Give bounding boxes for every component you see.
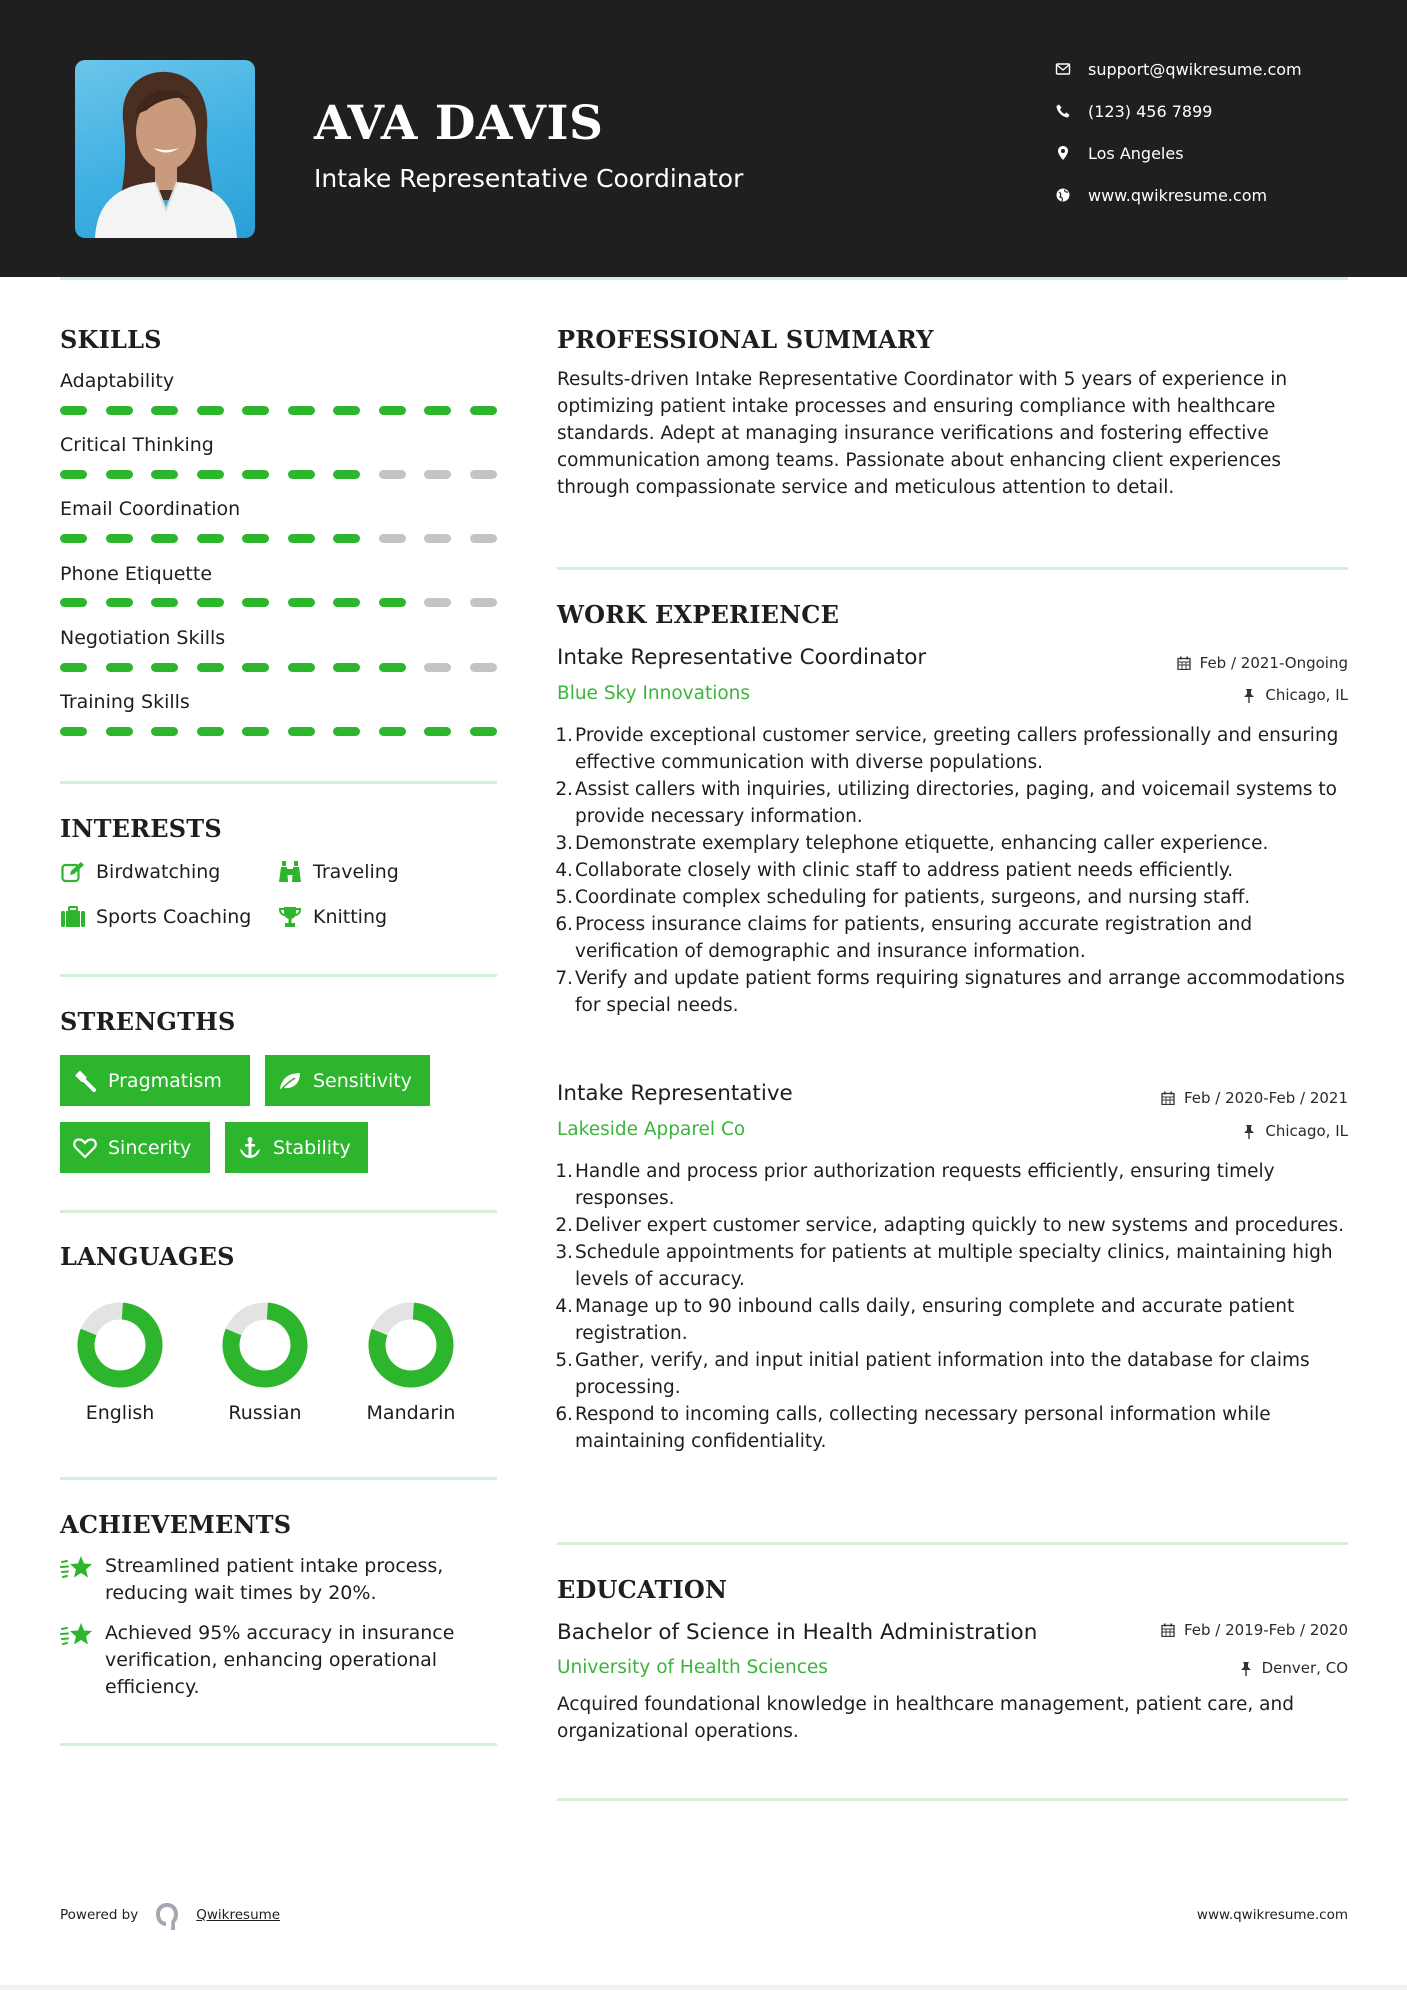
skill-dash-filled	[333, 406, 360, 415]
footer-website[interactable]: www.qwikresume.com	[1196, 1907, 1348, 1923]
skill-dash-filled	[333, 470, 360, 479]
skill-dash-empty	[424, 663, 451, 672]
duty-text: Process insurance claims for patients, ensuring accurate registration and verification of demographic and insurance information.	[575, 914, 1253, 962]
skill-dash-filled	[288, 534, 315, 543]
skill-label: Phone Etiquette	[60, 563, 213, 585]
star-icon	[60, 1553, 94, 1583]
contact-website-text: www.qwikresume.com	[1088, 185, 1268, 205]
summary-text: Results-driven Intake Representative Coordinator with 5 years of experience in optimizing patient intake processes and ensuring compliance with healthcare standards. Adept at managing insurance verifications and fostering effective communication among teams. Passionate about enhancing client experiences through compassionate service and meticulous attention to detail.	[557, 369, 1288, 498]
skill-dash-filled	[242, 406, 269, 415]
duty-number: 6.	[555, 1404, 573, 1425]
duty-item	[557, 1401, 1352, 1455]
strength-label: Sensitivity	[313, 1069, 412, 1092]
duty-text: Collaborate closely with clinic staff to address patient needs efficiently.	[575, 860, 1234, 881]
company-name: Lakeside Apparel Co	[557, 1119, 746, 1140]
pushpin-icon	[1238, 1660, 1254, 1676]
education-location	[1238, 1660, 1348, 1676]
phone-icon	[1052, 100, 1074, 122]
language-label: Russian	[228, 1402, 302, 1424]
skill-rating-bar	[60, 534, 497, 544]
pushpin-icon	[1241, 1123, 1257, 1139]
section-divider	[557, 1542, 1348, 1545]
language-proficiency-chart	[77, 1302, 163, 1388]
skill-label: Training Skills	[60, 691, 190, 713]
skill-dash-empty	[379, 534, 406, 543]
skill-dash-empty	[424, 470, 451, 479]
strength-badge	[265, 1055, 430, 1106]
interest-item	[277, 860, 399, 884]
strength-badge	[225, 1122, 368, 1173]
skill-dash-filled	[60, 470, 87, 479]
summary-heading: PROFESSIONAL SUMMARY	[557, 325, 934, 354]
skill-dash-filled	[106, 406, 133, 415]
header-divider	[60, 277, 1348, 280]
skill-dash-filled	[151, 534, 178, 543]
duty-item	[557, 1347, 1352, 1401]
skill-dash-filled	[106, 534, 133, 543]
skill-dash-filled	[242, 663, 269, 672]
skill-dash-filled	[379, 406, 406, 415]
skill-dash-filled	[379, 663, 406, 672]
strength-badge	[60, 1122, 210, 1173]
job-title: Intake Representative Coordinator	[557, 645, 927, 670]
duty-text: Provide exceptional customer service, greeting callers professionally and ensuring effective communication with diverse populations.	[575, 725, 1339, 773]
skill-dash-filled	[470, 406, 497, 415]
skill-dash-filled	[197, 534, 224, 543]
candidate-name: AVA DAVIS	[314, 96, 604, 151]
skill-dash-filled	[379, 727, 406, 736]
skill-dash-empty	[470, 534, 497, 543]
skill-dash-filled	[288, 598, 315, 607]
interest-label: Knitting	[313, 905, 388, 928]
skill-dash-filled	[60, 663, 87, 672]
skill-dash-filled	[288, 663, 315, 672]
duty-item	[557, 1212, 1352, 1239]
duty-item	[557, 830, 1352, 857]
section-divider	[60, 781, 497, 784]
skill-label: Email Coordination	[60, 498, 241, 520]
duty-item	[557, 911, 1352, 965]
skill-dash-filled	[197, 727, 224, 736]
degree-title: Bachelor of Science in Health Administration	[557, 1620, 1038, 1645]
skill-dash-empty	[470, 663, 497, 672]
language-proficiency-chart	[368, 1302, 454, 1388]
education-description: Acquired foundational knowledge in healthcare management, patient care, and organizational operations.	[557, 1694, 1294, 1742]
section-divider	[60, 1477, 497, 1480]
duty-text: Verify and update patient forms requiring signatures and arrange accommodations for special needs.	[575, 968, 1345, 1016]
qwikresume-logo-icon	[152, 1900, 182, 1930]
duty-item	[557, 1239, 1352, 1293]
skill-dash-filled	[470, 727, 497, 736]
skill-dash-filled	[151, 598, 178, 607]
skill-dash-empty	[424, 534, 451, 543]
duty-text: Manage up to 90 inbound calls daily, ensuring complete and accurate patient registration.	[575, 1296, 1295, 1344]
skill-rating-bar	[60, 406, 497, 416]
job-location	[1241, 687, 1348, 703]
strength-label: Sincerity	[108, 1136, 192, 1159]
job-location-text: Chicago, IL	[1265, 685, 1348, 704]
interest-label: Traveling	[313, 860, 399, 883]
interest-item	[60, 905, 251, 929]
calendar-icon	[1160, 1622, 1176, 1638]
duty-number: 5.	[555, 1350, 573, 1371]
skill-label: Negotiation Skills	[60, 627, 226, 649]
interest-label: Birdwatching	[96, 860, 221, 883]
contact-location-text: Los Angeles	[1088, 143, 1184, 163]
duty-item	[557, 1293, 1352, 1347]
globe-icon	[1052, 184, 1074, 206]
skill-dash-filled	[333, 663, 360, 672]
achievement-text: Streamlined patient intake process, reducing wait times by 20%.	[105, 1555, 444, 1604]
skill-dash-filled	[151, 727, 178, 736]
duty-text: Assist callers with inquiries, utilizing directories, paging, and voicemail systems to provide necessary information.	[575, 779, 1337, 827]
duty-text: Coordinate complex scheduling for patients, surgeons, and nursing staff.	[575, 887, 1251, 908]
skill-rating-bar	[60, 598, 497, 608]
pushpin-icon	[1241, 687, 1257, 703]
education-heading: EDUCATION	[557, 1575, 728, 1604]
school-name: University of Health Sciences	[557, 1657, 828, 1678]
duty-item	[557, 857, 1352, 884]
strength-label: Pragmatism	[108, 1069, 222, 1092]
contact-email-text: support@qwikresume.com	[1088, 59, 1302, 79]
job-duties-list	[557, 1158, 1352, 1455]
job-dates	[1160, 1090, 1348, 1106]
education-location-text: Denver, CO	[1261, 1658, 1348, 1677]
skill-label: Adaptability	[60, 370, 175, 392]
skill-rating-bar	[60, 663, 497, 673]
job-dates	[1176, 655, 1348, 671]
interest-label: Sports Coaching	[96, 905, 252, 928]
job-location	[1241, 1123, 1348, 1139]
skills-heading: SKILLS	[60, 325, 162, 354]
contact-phone[interactable]	[1050, 97, 1212, 125]
language-label: English	[85, 1402, 155, 1424]
achievement-item	[60, 1553, 500, 1607]
duty-text: Demonstrate exemplary telephone etiquette, enhancing caller experience.	[575, 833, 1269, 854]
skill-dash-filled	[60, 534, 87, 543]
duty-number: 4.	[555, 860, 573, 881]
skill-dash-filled	[379, 598, 406, 607]
language-item	[351, 1302, 471, 1424]
skill-rating-bar	[60, 470, 497, 480]
duty-item	[557, 722, 1352, 776]
edit-icon	[60, 860, 86, 884]
duty-text: Schedule appointments for patients at multiple specialty clinics, maintaining high levels of accuracy.	[575, 1242, 1333, 1290]
interest-item	[60, 860, 220, 884]
skill-dash-filled	[151, 470, 178, 479]
skill-dash-filled	[333, 534, 360, 543]
footer-powered-by	[60, 1900, 280, 1930]
duty-text: Gather, verify, and input initial patient information into the database for claims processing.	[575, 1350, 1310, 1398]
achievement-item	[60, 1620, 500, 1701]
job-title: Intake Representative	[557, 1081, 793, 1106]
leaf-icon	[277, 1069, 303, 1093]
qwikresume-link[interactable]: Qwikresume	[196, 1907, 281, 1923]
duty-number: 3.	[555, 1242, 573, 1263]
education-dates-text: Feb / 2019-Feb / 2020	[1183, 1620, 1348, 1639]
envelope-icon	[1052, 58, 1074, 80]
language-label: Mandarin	[366, 1402, 456, 1424]
calendar-icon	[1176, 655, 1192, 671]
skill-dash-filled	[60, 727, 87, 736]
skill-dash-filled	[197, 470, 224, 479]
gavel-icon	[72, 1069, 98, 1093]
star-icon	[60, 1620, 94, 1650]
skill-dash-filled	[333, 598, 360, 607]
skill-dash-filled	[288, 470, 315, 479]
achievements-heading: ACHIEVEMENTS	[60, 1510, 292, 1539]
duty-number: 2.	[555, 779, 573, 800]
heart-icon	[72, 1136, 98, 1160]
duty-number: 1.	[555, 1161, 573, 1182]
skill-dash-filled	[288, 727, 315, 736]
contact-email[interactable]	[1050, 55, 1302, 83]
section-divider	[60, 974, 497, 977]
skill-dash-empty	[379, 470, 406, 479]
education-dates	[1160, 1622, 1348, 1638]
duty-number: 3.	[555, 833, 573, 854]
skill-dash-filled	[242, 727, 269, 736]
job-location-text: Chicago, IL	[1265, 1121, 1348, 1140]
duty-text: Deliver expert customer service, adapting quickly to new systems and procedures.	[575, 1215, 1345, 1236]
skill-dash-filled	[197, 663, 224, 672]
skill-dash-filled	[242, 534, 269, 543]
duty-item	[557, 1158, 1352, 1212]
trophy-icon	[277, 905, 303, 929]
company-name: Blue Sky Innovations	[557, 683, 751, 704]
binoculars-icon	[277, 860, 303, 884]
skill-label: Critical Thinking	[60, 434, 214, 456]
skill-dash-empty	[470, 598, 497, 607]
strengths-heading: STRENGTHS	[60, 1007, 236, 1036]
skill-dash-filled	[106, 470, 133, 479]
contact-website[interactable]	[1050, 181, 1267, 209]
skill-dash-filled	[106, 598, 133, 607]
anchor-icon	[237, 1136, 263, 1160]
section-divider	[557, 567, 1348, 570]
skill-dash-filled	[197, 406, 224, 415]
skill-dash-filled	[424, 406, 451, 415]
experience-heading: WORK EXPERIENCE	[557, 600, 840, 629]
skill-dash-filled	[288, 406, 315, 415]
contact-location	[1050, 139, 1184, 167]
contact-phone-text: (123) 456 7899	[1088, 101, 1213, 121]
section-divider	[557, 1798, 1348, 1801]
skill-dash-filled	[424, 727, 451, 736]
section-divider	[60, 1210, 497, 1213]
skill-dash-filled	[151, 663, 178, 672]
skill-dash-filled	[333, 727, 360, 736]
skill-dash-empty	[470, 470, 497, 479]
job-dates-text: Feb / 2021-Ongoing	[1199, 653, 1348, 672]
skill-dash-filled	[197, 598, 224, 607]
skill-dash-filled	[106, 663, 133, 672]
duty-number: 4.	[555, 1296, 573, 1317]
skill-dash-filled	[60, 406, 87, 415]
language-item	[60, 1302, 180, 1424]
duty-item	[557, 776, 1352, 830]
skill-dash-filled	[106, 727, 133, 736]
page-bottom-edge	[0, 1985, 1407, 1990]
skill-dash-empty	[424, 598, 451, 607]
language-item	[205, 1302, 325, 1424]
duty-number: 1.	[555, 725, 573, 746]
duty-number: 6.	[555, 914, 573, 935]
powered-by-label: Powered by	[60, 1907, 139, 1923]
languages-heading: LANGUAGES	[60, 1242, 235, 1271]
skill-dash-filled	[151, 406, 178, 415]
duty-item	[557, 884, 1352, 911]
interests-heading: INTERESTS	[60, 814, 222, 843]
interest-item	[277, 905, 387, 929]
strength-badge	[60, 1055, 250, 1106]
calendar-icon	[1160, 1090, 1176, 1106]
profile-photo	[75, 60, 255, 238]
duty-item	[557, 965, 1352, 1019]
strength-label: Stability	[273, 1136, 351, 1159]
skill-dash-filled	[242, 598, 269, 607]
briefcase-icon	[60, 905, 86, 929]
job-duties-list	[557, 722, 1352, 1019]
skill-dash-filled	[60, 598, 87, 607]
language-proficiency-chart	[222, 1302, 308, 1388]
achievement-text: Achieved 95% accuracy in insurance verification, enhancing operational efficiency.	[105, 1622, 455, 1698]
candidate-title: Intake Representative Coordinator	[314, 164, 744, 193]
duty-number: 7.	[555, 968, 573, 989]
resume-header	[0, 0, 1407, 277]
section-divider	[60, 1743, 497, 1746]
skill-dash-filled	[242, 470, 269, 479]
map-marker-icon	[1052, 142, 1074, 164]
duty-number: 5.	[555, 887, 573, 908]
duty-text: Respond to incoming calls, collecting necessary personal information while maintaining confidentiality.	[575, 1404, 1271, 1452]
duty-text: Handle and process prior authorization requests efficiently, ensuring timely responses.	[575, 1161, 1275, 1209]
duty-number: 2.	[555, 1215, 573, 1236]
skill-rating-bar	[60, 727, 497, 737]
job-dates-text: Feb / 2020-Feb / 2021	[1183, 1088, 1348, 1107]
